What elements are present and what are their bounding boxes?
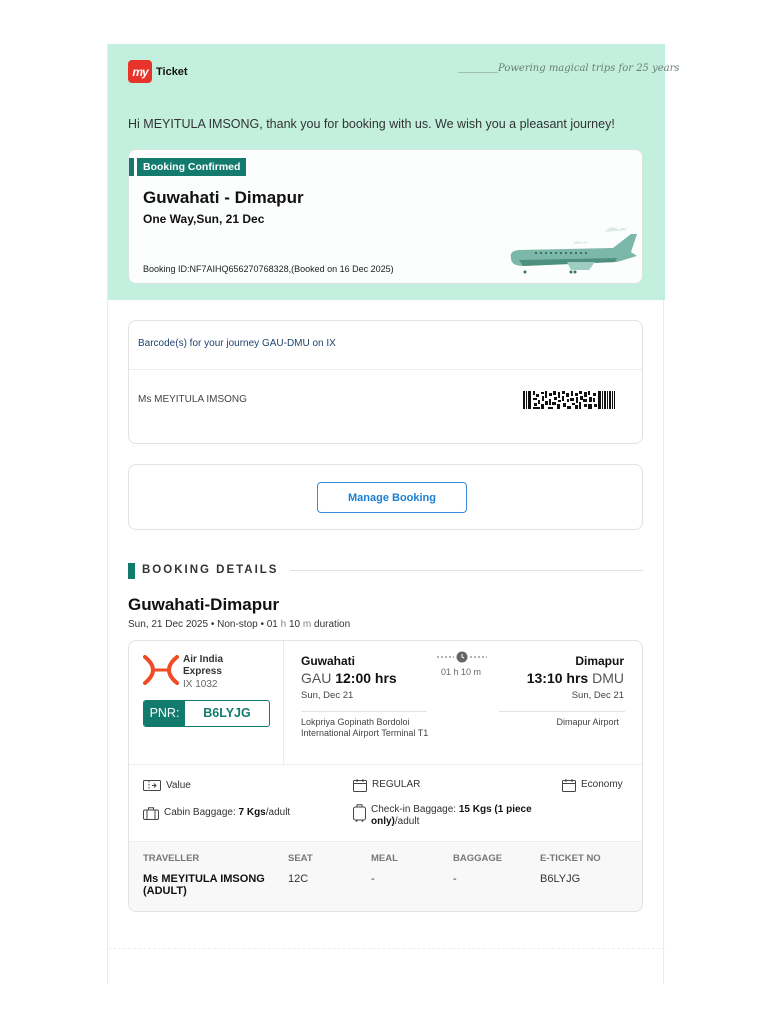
flight-number: IX 1032 [183,679,218,690]
cabin-class-label: Economy [581,779,623,790]
barcode-passenger-name: Ms MEYITULA IMSONG [138,394,247,405]
air-india-express-logo-icon [143,655,179,685]
brand-label: Ticket [156,66,188,78]
cabin-baggage-label: Cabin Baggage: [164,807,239,818]
departure-time-value: 12:00 hrs [335,670,397,686]
route-title: Guwahati - Dimapur [143,188,304,207]
arrival-city: Dimapur [575,654,624,668]
booking-confirmed-badge: Booking Confirmed [137,158,246,176]
airplane-illustration-icon [505,222,641,284]
booking-id: Booking ID:NF7AIHQ656270768328,(Booked on 16 Dec 2025) [143,264,394,274]
badge-accent [129,158,134,176]
duration-minutes-unit: m [302,619,312,630]
meal-header: MEAL [371,853,398,864]
arrival-date: Sun, Dec 21 [571,690,624,701]
cabin-baggage-text [164,807,290,818]
fare-family-label: Value [166,780,191,791]
booking-details-heading: BOOKING DETAILS [142,564,279,576]
divider [129,369,642,370]
suitcase-icon [143,807,159,820]
checkin-baggage-value: 15 Kgs (1 piece only) [371,804,532,827]
tagline: Powering magical trips for 25 years [498,63,680,74]
flight-details-card [128,640,643,912]
baggage-header: BAGGAGE [453,853,503,864]
divider [499,711,625,712]
cabin-class [562,779,623,792]
fare-type [353,779,420,792]
pnr-label: PNR: [144,701,185,726]
clock-icon [437,650,487,664]
checkin-baggage-suffix: /adult [394,816,420,827]
fare-family [143,780,191,791]
trip-info: One Way,Sun, 21 Dec [143,212,265,226]
traveller-header: TRAVELLER [143,853,200,864]
barcode-card [128,320,643,444]
duration-suffix: duration [314,619,351,630]
airline-info [129,641,284,764]
arrival-code: DMU [592,670,624,686]
manage-booking-card [128,464,643,530]
flight-duration: 01 h 10 m [441,667,482,677]
duration-hours: 01 [266,619,278,630]
booking-confirmation-card [128,149,643,284]
departure-date: Sun, Dec 21 [301,690,354,701]
pnr-value: B6LYJG [203,706,251,720]
arrival-time-value: 13:10 hrs [526,670,589,686]
barcode-heading: Barcode(s) for your journey GAU-DMU on IX [138,338,336,349]
departure-airport: Lokpriya Gopinath Bordoloi International Airport Terminal T1 [301,717,429,738]
baggage-value: - [453,873,457,885]
checkin-baggage-text [371,804,533,828]
traveller-table [129,841,642,912]
luggage-icon [353,804,366,822]
cabin-baggage-value: 7 Kgs [238,807,266,818]
checkin-baggage [353,804,533,828]
meal-value: - [371,873,375,885]
tagline-divider [458,72,498,73]
trip-date-stops: Sun, 21 Dec 2025 • Non-stop • [128,619,267,630]
seat-header: SEAT [288,853,313,864]
fare-type-label: REGULAR [372,779,421,790]
checkin-baggage-label: Check-in Baggage: [371,804,459,815]
seat-value: 12C [288,873,309,885]
barcode-image [523,391,615,409]
trip-summary [128,619,350,630]
section-divider [290,570,643,571]
ticket-icon [143,780,161,791]
calendar-icon [353,779,367,792]
departure-code: GAU [301,670,332,686]
divider [129,764,642,765]
divider [301,711,427,712]
calendar-icon [562,779,576,792]
trip-title: Guwahati-Dimapur [128,595,280,614]
manage-booking-button[interactable]: Manage Booking [317,482,467,513]
traveller-name: Ms MEYITULA IMSONG (ADULT) [143,873,265,897]
arrival-time [527,670,624,686]
duration-hours-unit: h [280,619,287,630]
greeting-text: Hi MEYITULA IMSONG, thank you for booking with us. We wish you a pleasant journey! [128,117,615,131]
eticket-value: B6LYJG [540,873,581,885]
airline-name: Air India Express [183,654,224,677]
departure-city: Guwahati [301,654,356,668]
pnr-box [143,700,270,727]
section-accent [128,563,135,579]
duration-minutes: 10 [289,619,301,630]
eticket-header: E-TICKET NO [540,853,601,864]
departure-time [301,670,397,686]
arrival-airport: Dimapur Airport [556,717,619,727]
cabin-baggage [143,807,290,820]
email-ticket-page [107,44,680,984]
ticket-header [108,44,680,300]
cabin-baggage-suffix: /adult [265,807,291,818]
brand-logo[interactable]: my [128,60,152,83]
footer-divider [108,948,665,949]
